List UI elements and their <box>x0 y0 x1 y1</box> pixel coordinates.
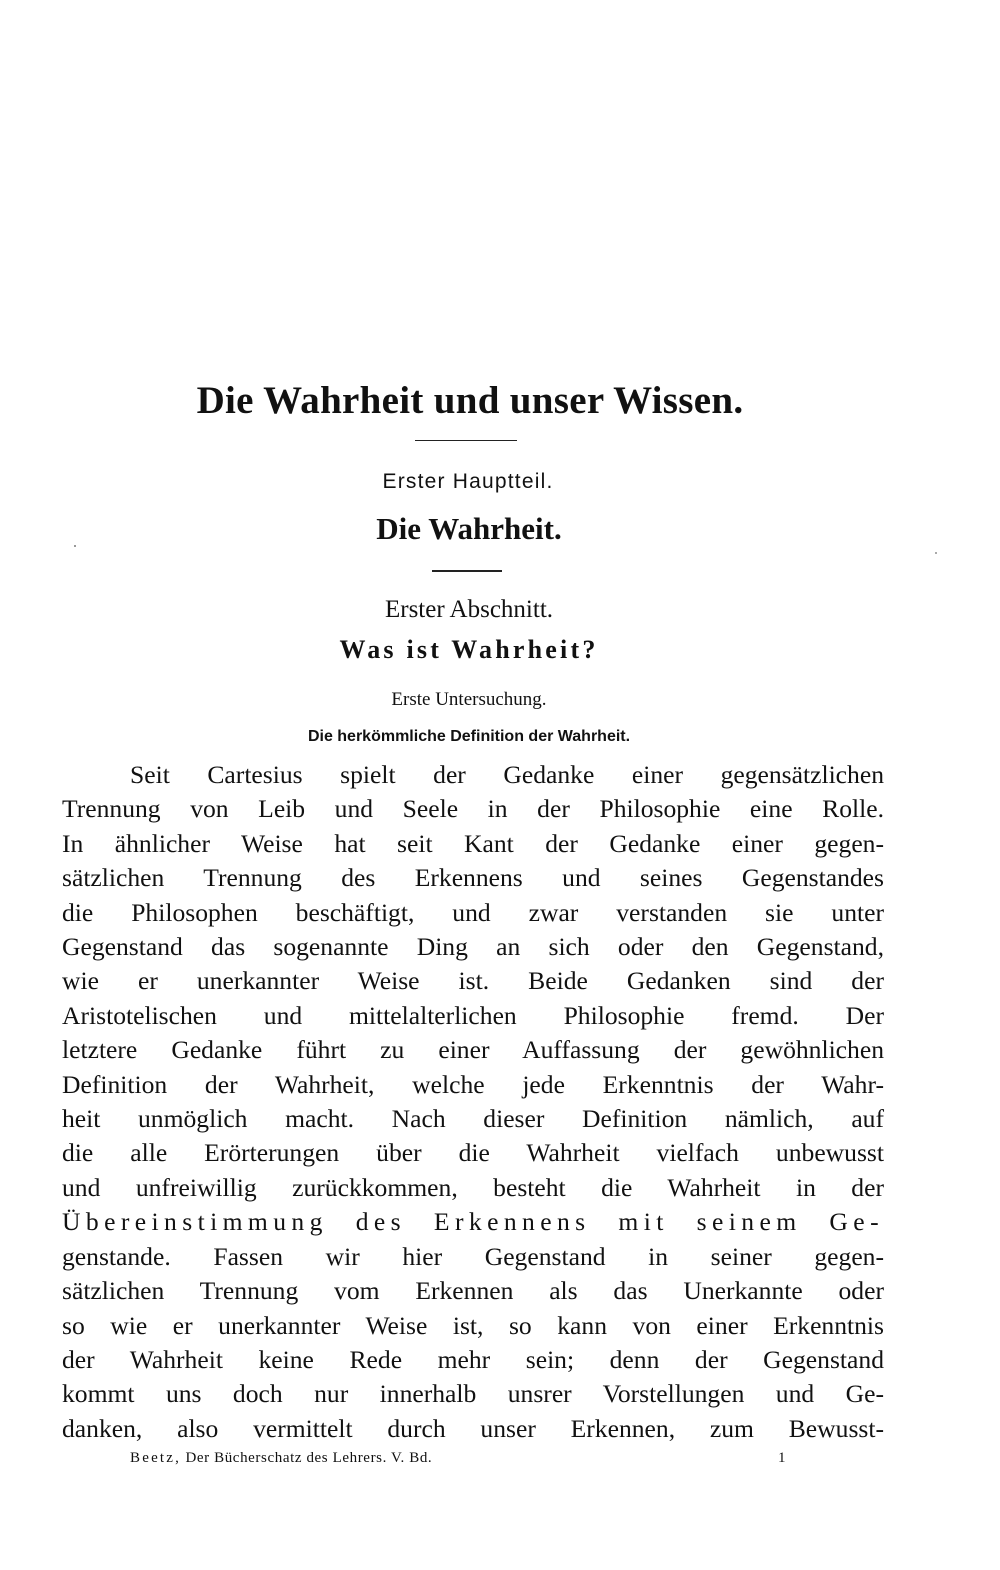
text-line: Seit Cartesius spielt der Gedanke einer gegensätzlichen <box>130 760 884 789</box>
part-divider <box>432 570 502 572</box>
scan-speck <box>935 552 937 554</box>
text-line: sätzlichen Trennung vom Erkennen als das Unerkannte oder <box>62 1276 884 1306</box>
title-divider <box>415 440 517 441</box>
page-title: Die Wahrheit und unser Wissen. <box>196 379 744 422</box>
text-line-emphasized: Übereinstimmung des Erkennens mit seinem Ge- <box>62 1207 884 1237</box>
text-line: Trennung von Leib und Seele in der Philosophie eine Rolle. <box>62 794 884 824</box>
part-label: Erster Hauptteil. <box>382 470 554 493</box>
text-line: so wie er unerkannter Weise ist, so kann von einer Erkenntnis <box>62 1310 884 1340</box>
footer-signature <box>130 1450 432 1467</box>
text-line: letztere Gedanke führt zu einer Auffassung der gewöhnlichen <box>62 1035 884 1065</box>
inquiry-title: Die herkömmliche Definition der Wahrheit. <box>307 728 631 745</box>
text-line: Gegenstand das sogenannte Ding an sich oder den Gegenstand, <box>62 932 884 962</box>
text-line: und unfreiwillig zurückkommen, besteht die Wahrheit in der <box>62 1172 884 1202</box>
text-line: Aristotelischen und mittelalterlichen Philosophie fremd. Der <box>62 1000 884 1030</box>
text-line: die Philosophen beschäftigt, und zwar verstanden sie unter <box>62 897 884 927</box>
section-title: Was ist Wahrheit? <box>339 635 599 664</box>
body-paragraph <box>62 758 884 1446</box>
text-line: wie er unerkannter Weise ist. Beide Gedanken sind der <box>62 966 884 996</box>
text-line: sätzlichen Trennung des Erkennens und seines Gegenstandes <box>62 863 884 893</box>
text-line: danken, also vermittelt durch unser Erkennen, zum Bewusst- <box>62 1413 884 1443</box>
part-title: Die Wahrheit. <box>376 511 562 546</box>
text-line: der Wahrheit keine Rede mehr sein; denn der Gegenstand <box>62 1344 884 1374</box>
footer-citation: Der Bücherschatz des Lehrers. V. Bd. <box>185 1450 433 1466</box>
footer-author: Beetz, <box>130 1450 182 1466</box>
text-line: In ähnlicher Weise hat seit Kant der Gedanke einer gegen- <box>62 828 884 858</box>
sheet-number: 1 <box>778 1450 786 1466</box>
text-line: genstande. Fassen wir hier Gegenstand in seiner gegen- <box>62 1241 884 1271</box>
text-line: kommt uns doch nur innerhalb unsrer Vorstellungen und Ge- <box>62 1379 884 1409</box>
inquiry-label: Erste Untersuchung. <box>391 689 547 710</box>
text-line: heit unmöglich macht. Nach dieser Definition nämlich, auf <box>62 1104 884 1134</box>
section-label: Erster Abschnitt. <box>384 596 554 623</box>
text-line: Definition der Wahrheit, welche jede Erkenntnis der Wahr- <box>62 1069 884 1099</box>
text-line: die alle Erörterungen über die Wahrheit vielfach unbewusst <box>62 1138 884 1168</box>
